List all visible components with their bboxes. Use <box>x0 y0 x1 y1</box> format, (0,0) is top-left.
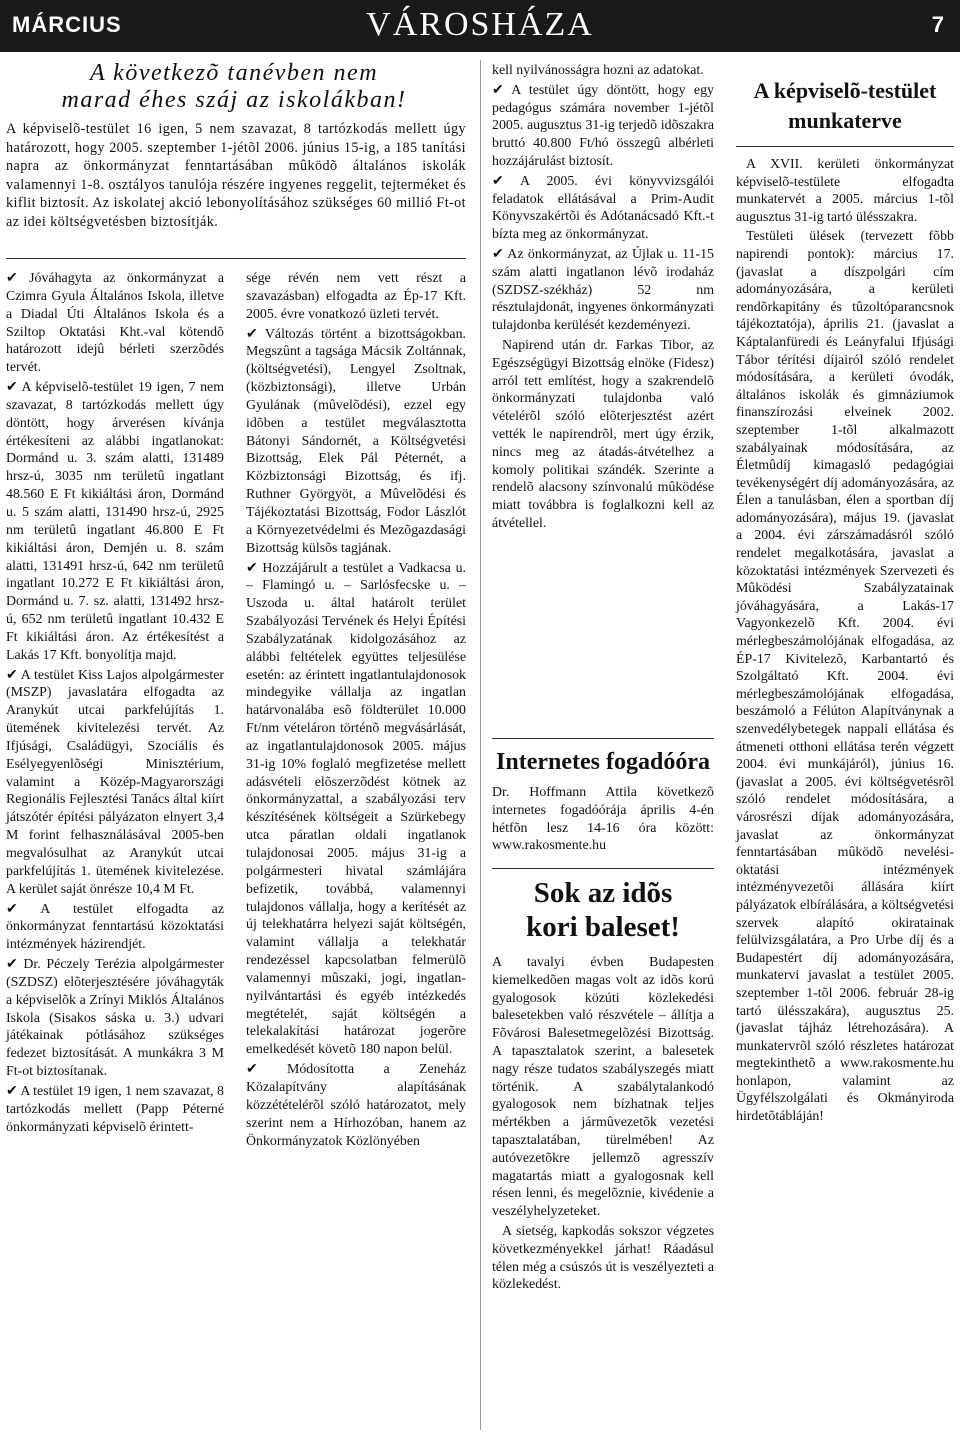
col1-para: ✔ Dr. Péczely Terézia alpolgármester (SZDSZ) elõterjesztésére jóváhagyták a képviselõk a Zrínyi Miklós Általános Iskola (Sisakos sáska u. 3.) udvari játékainak pótlásához szükséges fedezet biztosítását. A munkákra 3 M Ft-ot biztosítanak. <box>6 957 224 1080</box>
section-divider <box>492 738 714 739</box>
internet-office-hours-text: Dr. Hoffmann Attila következõ internetes fogadóórája április 4-én hétfõn lesz 14-16 óra között: www.rakosmente.hu <box>492 785 714 854</box>
lead-headline-line1: A következõ tanévben nem <box>89 60 379 86</box>
lead-article <box>6 120 466 233</box>
col3-para: ✔ A 2005. évi könyvvizsgálói feladatok ellátásával a Prim-Audit Könyvszakértõi és Adótanácsadó Kft.-t bízta meg az önkormányzat. <box>492 173 714 243</box>
col1-para: ✔ Jóváhagyta az önkormányzat a Czimra Gyula Általános Iskola, illetve a Diadal Úti Általános Iskola és a Sziltop Oktatási Kht.-val kötendõ határozott idejû bérleti szerzõdés tervét. <box>6 271 224 376</box>
col3-para: Napirend után dr. Farkas Tibor, az Egészségügyi Bizottság elnöke (Fidesz) arról tett említést, hogy a szakrendelõ önkormányzati tulajdonba való vételérõl szóló elõterjesztést azért vették le napirendrõl, mert úgy érzik, nincs meg az átadás-átvételhez a komoly politikai szándék. Szerinte a rendelõ alacsony színvonalú mûködése miatt továbbra is foglalkozni kell az átvétellel. <box>492 337 714 531</box>
column-2 <box>246 270 466 1152</box>
work-plan-title <box>736 76 954 136</box>
col3-para: kell nyilvánosságra hozni az adatokat. <box>492 63 704 78</box>
column-4 <box>736 156 954 1128</box>
accident-para: A sietség, kapkodás sokszor végzetes következményekkel járhat! Ráadásul télen még a csúszós út is veszélyezteti a közlekedést. <box>492 1223 714 1293</box>
work-plan-para: A XVII. kerületi önkormányzat képviselõ-testülete elfogadta munkatervét a 2005. március 1-tõl augusztus 31-ig tartó ülésszakra. <box>736 157 954 225</box>
accident-headline <box>492 876 714 944</box>
col3-para: ✔ A testület úgy döntött, hogy egy pedagógus számára november 1-jétõl 2005. augusztus 31-ig terjedõ idõszakra bruttó 40.800 Ft/hó összegû albérleti hozzájárulást biztosít. <box>492 82 714 169</box>
internet-office-hours <box>492 784 714 857</box>
col1-para: ✔ A testület Kiss Lajos alpolgármester (MSZP) javaslatára elfogadta az Aranykút utcai parkfelújítás 1. ütemének kivitelezési tervét. Az Ifjúsági, Családügyi, Szociális és Esélyegyenlõségi Minisztérium, valamint a Közép-Magyarországi Regionális Fejlesztési Tanács által kiírt játszótér építési pályázaton elnyert 3,4 M forint felhasználásával 2005-ben megvalósulhat az Aranykút utcai parkfelújítás 1. ütemének kivitelezése. A kerület saját önrésze 10,4 M Ft. <box>6 667 224 897</box>
internet-office-hours-title: Internetes fogadóóra <box>496 749 710 775</box>
column-1 <box>6 270 224 1139</box>
col3-para: ✔ Az önkormányzat, az Újlak u. 11-15 szám alatti ingatlanon lévõ irodaház (SZDSZ-székház) 52 nm résztulajdonát, ingyenes önkormányzati tulajdonba kerülését kezdeményezi. <box>492 246 714 334</box>
col2-para: ✔ Módosította a Zeneház Közalapítvány alapításának közzétételérõl szóló határozatot, mely szerint nem a Hírhozóban, hanem az Önkormányzatok Közlönyében <box>246 1062 466 1149</box>
page-number: 7 <box>931 12 944 37</box>
accident-article <box>492 954 714 1296</box>
section-divider <box>492 868 714 869</box>
accident-para: A tavalyi évben Budapesten kiemelkedõen magas volt az idõs korú gyalogosok közúti közlekedési balesetekben való részvétele – állítja a Fõvárosi Balesetmegelõzési Bizottság. A tapasztalatok szerint, a balesetek nagy része tudatos szabályszegés miatt történik. A szabálytalankodó gyalogosok nem bízhatnak teljes mértékben a jármûvezetõk vezetési tapasztalatában, türelmében! Az autóvezetõkre jellemzõ agresszív magatartás miatt a gyalogosnak kell résen lenni, és megelõznie, kivédenie a veszélyhelyzeteket. <box>492 955 714 1220</box>
page-header <box>0 0 960 52</box>
work-plan-para: Testületi ülések (tervezett fõbb napirendi pontok): március 17. (javaslat a díszpolgári cím adományozására, a kerületi rendõrkapitány és tûzoltóparancsnok tájékoztatója), április 21. (javaslat a Káptalanfüredi és Leányfalui Ifjúsági Tábor térítési díjairól szóló rendelet módosítására, a kerületi óvodák, általános iskolák és gimnáziumok finanszírozási elveinek 2002. szeptember 1-tõl alkalmazott szabályainak módosítására, az Életmûdíj kimagasló pedagógiai tevékenységért díj adományozására, az Élen a tanulásban, élen a sportban díj adományozására), május 19. (javaslat a 2004. évi zárszámadásról szóló rendelet megalkotására, javaslat a közoktatási intézmények Szervezeti és Mûködési Szabályzatainak jóváhagyására, a Lakás-17 Vagyonkezelõ Kft. 2004. évi mérlegbeszámolójának elfogadása, az ÉP-17 Kivitelezõ, Karbantartó és Szolgáltató Kft. 2004. évi mérlegbeszámolójának elfogadása, beszámoló a Félúton Alapítványnak a szenvedélybetegek nappali ellátása és átmeneti otthoni ellátása terén végzett 2004. évi munkájáról), június 16. (javaslat a 2005. évi költségvetésrõl szóló rendelet módosítására, a városrészi díjak adományozására, javaslat az önkormányzat fenntartásában mûködõ nevelési-oktatási intézmények intézményvezetõi állására kiírt pályázatok elbírálására, a költségvetési szervek alapító okiratainak felülvizsgálatára, a Pro Urbe díj és a Budapestért díj adományozására, munkatervi javaslat a testület 2005. szeptember 1-tõl 2006. február 28-ig tartó ülésszakára), augusztus 25. (javaslat tájház létrehozására). A munkatervrõl szóló részletes határozat megtekinthetõ a www.rakosmente.hu honlapon, valamint az Ügyfélszolgálati és Okmányiroda hirdetõtábláján! <box>736 229 954 1125</box>
col2-para: ✔ Hozzájárult a testület a Vadkacsa u. – Flamingó u. – Sarlósfecske u. – Uszoda u. által határolt terület Szabályozási Tervének és Helyi Építési Szabályzatának kidolgozásához az alábbi feltételek együttes teljesülése esetén: az érintett ingatlantulajdonosok mindegyike vállalja az ingatlan határvonalába esõ földterület 10.000 Ft/nm vételáron történõ megvásárlását, az ingatlantulajdonosok 2005. május 31-ig 10% foglaló megfizetése mellett adásvételi elõszerzõdést kötnek az önkormányzattal, a szabályozási terv készítésének költségeit a Szürkebegy utca páratlan oldali ingatlanok tulajdonosai 2005. május 31-ig a polgármesteri hivatal számlájára befizetik, továbbá, valamennyi tulajdonos vállalja, hogy a kerítését az új telekhatárra helyezi saját költségén, valamint vállalja a telekhatár rendezéssel kapcsolatban felmerülõ valamennyi mûszaki, jogi, ingatlan-nyilvántartási és egyéb intézkedés megtételét, saját költségén a telekalakítási határozat jogerõre emelkedését követõ 180 napon belül. <box>246 560 466 1058</box>
col1-para: ✔ A testület 19 igen, 1 nem szavazat, 8 tartózkodás mellett (Papp Péterné önkormányzati képviselõ érintett- <box>6 1083 224 1135</box>
accident-headline-line2: kori baleset! <box>526 911 680 943</box>
column-3 <box>492 62 714 535</box>
lead-paragraph: A képviselõ-testület 16 igen, 5 nem szavazat, 8 tartózkodás mellett úgy határozott, hogy 2005. szeptember 1-jétõl 2006. június 15-ig, a 185 tanítási napra az önkormányzat fenntartásában mûködõ általános iskolák valamennyi 1-8. osztályos tanulója részére ingyenes reggelit, tejterméket és kiflit biztosít. Az iskolatej akció lebonyolításához szükséges 60 millió Ft-ot az idei költségvetésben biztosítják. <box>6 121 466 230</box>
work-plan-title-line1: A képviselõ-testület <box>753 78 937 103</box>
section-divider <box>736 146 954 147</box>
col1-para: ✔ A képviselõ-testület 19 igen, 7 nem szavazat, 8 tartózkodás mellett úgy döntött, hogy árverésen kívánja értékesíteni az alábbi ingatlanokat: Dormánd u. 3. szám alatti, 131489 hrsz-ú, 3035 nm területû ingatlant 48.560 E Ft kikiáltási áron, Dormánd u. 5 szám alatti, 131490 hrsz-ú, 2925 nm területû ingatlant 46.800 E Ft kikiáltási áron, Demjén u. 8. szám alatti, 131491 hrsz-ú, 642 nm területû ingatlant 10.272 E Ft kikiáltási áron, Dormánd u. 7. sz. alatti, 131492 hrsz-ú, 652 nm területû ingatlant 10.432 E Ft kikiáltási áron. Az értékesítést a Lakás 17 Kft. bonyolítja majd. <box>6 380 224 663</box>
work-plan-title-line2: munkaterve <box>788 108 902 133</box>
col1-para: ✔ A testület elfogadta az önkormányzat fenntartású közoktatási intézmények házirendjét. <box>6 901 224 953</box>
lead-headline <box>0 60 468 114</box>
col2-para: ✔ Változás történt a bizottságokban. Megszûnt a tagsága Mácsik Zoltánnak, (költségvetési), Lengyel Zsoltnak, (közbiztonsági), illetve Urbán Gyulának (mûvelõdési), ezzel egy idõben a testület megválasztotta Bátonyi Sándornét, a Költségvetési Bizottság, Elek Pál Péternét, a Közbiztonsági Bizottság, és ifj. Ruthner Györgyöt, a Mûvelõdési és Tájékoztatási Bizottság, Fodor Lászlót a Környezetvédelmi és Mezõgazdasági Bizottság külsõs tagjának. <box>246 326 466 556</box>
header-month: MÁRCIUS <box>12 12 122 37</box>
accident-headline-line1: Sok az idõs <box>533 877 673 909</box>
lead-divider <box>6 258 466 259</box>
header-title: VÁROSHÁZA <box>366 6 594 43</box>
col2-para: sége révén nem vett részt a szavazásban) elfogadta az Ép-17 Kft. 2005. évre vonatkozó üzleti tervét. <box>246 271 466 322</box>
column-rule <box>480 60 481 1430</box>
lead-headline-line2: marad éhes száj az iskolákban! <box>61 87 407 113</box>
